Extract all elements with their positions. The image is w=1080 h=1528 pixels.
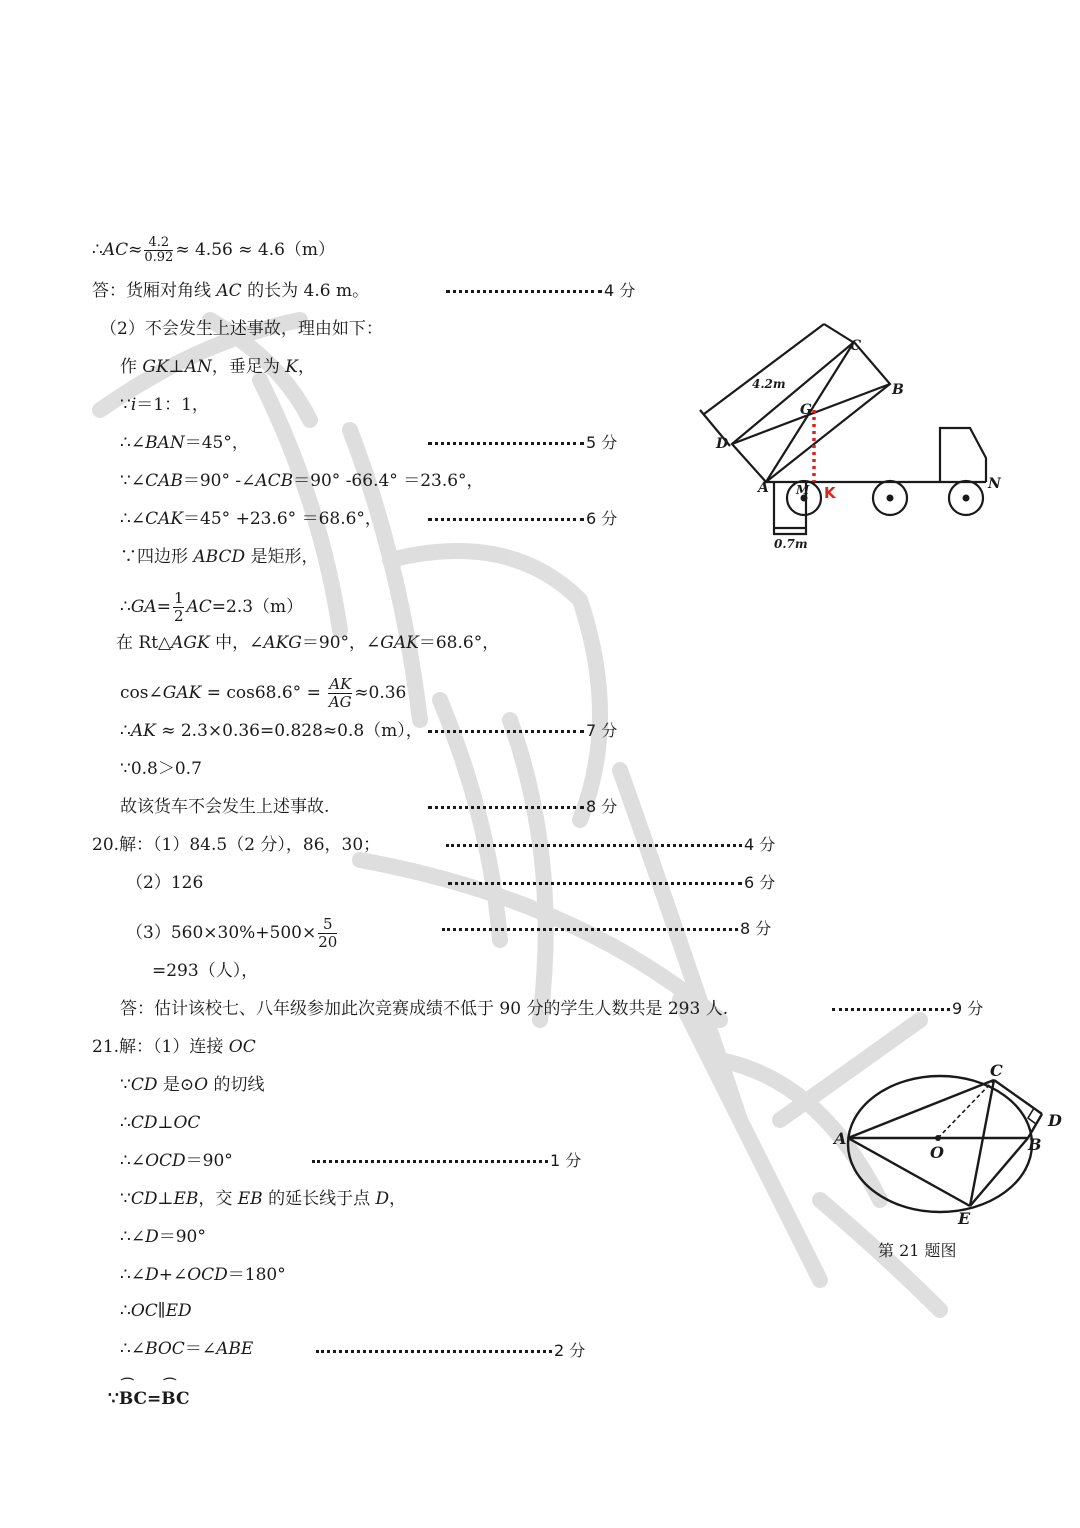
- text: （3）560×30%+500×: [126, 923, 317, 943]
- label-g: G: [800, 402, 812, 418]
- var-ak: AK: [130, 721, 156, 741]
- label-o: O: [930, 1143, 944, 1162]
- score-label: 5 分: [586, 433, 618, 452]
- label-d: D: [1048, 1111, 1062, 1130]
- equals: =: [147, 1389, 162, 1409]
- answer-line-ac: [92, 280, 369, 302]
- because-symbol: ∵: [120, 395, 131, 415]
- because-symbol: ∵: [108, 1389, 119, 1409]
- text: 中，∠: [209, 633, 264, 653]
- label-d: D: [716, 436, 729, 452]
- score-1: [312, 1150, 581, 1172]
- var-o: O: [194, 1075, 209, 1095]
- var-d: D: [375, 1189, 390, 1209]
- cos-gak: [120, 676, 406, 711]
- therefore-symbol: ∴: [120, 597, 131, 617]
- score-label: 9 分: [952, 999, 984, 1018]
- score-label: 4 分: [744, 835, 776, 854]
- angle-ocd: [120, 1150, 233, 1172]
- label-k: K: [824, 484, 836, 502]
- label-b: B: [892, 382, 904, 398]
- arc-bc: ⌒ BC: [119, 1388, 147, 1410]
- text: ＝90° -66.4° ＝23.6°，: [293, 471, 484, 491]
- score-label: 8 分: [586, 797, 618, 816]
- score-6-q20: [448, 872, 775, 894]
- arc-bc: ⌒ BC: [161, 1388, 189, 1410]
- answer-text-end: 的长为 4.6 m。: [241, 281, 370, 301]
- text: = cos68.6° =: [201, 683, 327, 703]
- text: ＝90°: [185, 1151, 233, 1171]
- label-a: A: [758, 480, 769, 496]
- therefore-symbol: ∴: [120, 721, 131, 741]
- var-ban: BAN: [145, 433, 185, 453]
- because-symbol: ∵: [120, 1189, 131, 1209]
- text: 是⊙: [157, 1075, 195, 1095]
- approx-symbol: ≈: [128, 240, 143, 260]
- denominator: 20: [318, 933, 338, 951]
- text: ∴∠: [120, 1265, 146, 1285]
- var-akg: AKG: [263, 633, 302, 653]
- angle-boc-abe: [120, 1338, 253, 1360]
- text: 的延长线于点: [262, 1189, 376, 1209]
- var-d: D: [145, 1227, 159, 1247]
- result-text: ≈ 4.56 ≈ 4.6（m）: [175, 240, 336, 260]
- triangle-agk: [116, 632, 499, 654]
- slope-line: [120, 394, 209, 416]
- text: ＝68.6°，: [418, 633, 500, 653]
- score-label: 6 分: [586, 509, 618, 528]
- label-e: E: [958, 1209, 971, 1228]
- dim-4-2m: 4.2m: [752, 377, 786, 391]
- expr-cd-perp-eb: CD⊥EB: [130, 1189, 199, 1209]
- figure-21-caption: 第 21 题图: [878, 1241, 957, 1260]
- score-8-q20: [442, 918, 771, 940]
- text: ＝180°: [227, 1265, 286, 1285]
- therefore-symbol: ∴: [120, 1113, 131, 1133]
- text: ∴∠: [120, 433, 146, 453]
- var-abe: ABE: [216, 1339, 254, 1359]
- var-cab: CAB: [145, 471, 183, 491]
- label-m: M: [796, 483, 810, 497]
- label-n: N: [988, 476, 1001, 492]
- text: =: [156, 597, 171, 617]
- rectangle-abcd: [120, 546, 319, 568]
- score-label: 8 分: [740, 919, 772, 938]
- var-gak: GAK: [380, 633, 419, 653]
- fraction-5-over-20: [318, 916, 337, 951]
- text: ＝90° -∠: [182, 471, 256, 491]
- score-4: [446, 280, 635, 302]
- expr-cd-perp-oc: CD⊥OC: [130, 1113, 201, 1133]
- score-4-q20: [446, 834, 775, 856]
- var-oc: OC: [228, 1037, 256, 1057]
- var-ac: AC: [102, 240, 129, 260]
- var-abcd: ABCD: [193, 547, 246, 567]
- text: ∵∠: [120, 471, 146, 491]
- part-2-heading: （2）不会发生上述事故，理由如下：: [100, 319, 383, 339]
- text: ≈0.36: [354, 683, 407, 703]
- compare-values: ∵0.8＞0.7: [120, 759, 202, 779]
- score-label: 1 分: [550, 1151, 582, 1170]
- var-ga: GA: [130, 597, 157, 617]
- var-i: i: [130, 395, 137, 415]
- label-c: C: [990, 1061, 1003, 1080]
- therefore-symbol: ∴: [120, 1301, 131, 1321]
- text: 的切线: [208, 1075, 265, 1095]
- numerator: 4.2: [144, 236, 173, 251]
- fraction-ak-over-ag: [328, 676, 352, 711]
- expr-gk-perp-an: GK⊥AN: [142, 357, 212, 377]
- text: ∵四边形: [120, 547, 194, 567]
- var-gak: GAK: [162, 683, 202, 703]
- score-6: [428, 508, 617, 530]
- score-7: [428, 720, 617, 742]
- numerator: 1: [173, 589, 184, 607]
- q20-answer: 答：估计该校七、八年级参加此次竞赛成绩不低于 90 分的学生人数共是 293 人.: [120, 999, 729, 1019]
- q20-part3: [126, 916, 339, 951]
- answer-text: 答：货厢对角线: [92, 281, 217, 301]
- var-boc: BOC: [145, 1339, 185, 1359]
- angle-sum: [120, 1264, 286, 1286]
- score-2: [316, 1340, 585, 1362]
- denominator: 0.92: [144, 250, 174, 265]
- cd-perp-oc: [120, 1112, 200, 1134]
- fraction-4-2-over-0-92: [144, 236, 173, 265]
- denominator: AG: [328, 693, 352, 711]
- expr-oc-parallel-ed: OC∥ED: [130, 1301, 192, 1321]
- text: ∴∠: [120, 1151, 146, 1171]
- angle-cak: [120, 508, 382, 530]
- label-b: B: [1028, 1135, 1042, 1154]
- text: ，垂足为: [211, 357, 286, 377]
- var-ocd: OCD: [145, 1151, 186, 1171]
- score-label: 2 分: [554, 1341, 586, 1360]
- var-cd: CD: [130, 1075, 158, 1095]
- text: ＝45° +23.6° ＝68.6°，: [183, 509, 382, 529]
- var-ac: AC: [186, 597, 212, 617]
- construct-gk: [120, 356, 315, 378]
- var-d: D: [145, 1265, 159, 1285]
- text: +∠: [158, 1265, 188, 1285]
- text: ，交: [198, 1189, 238, 1209]
- text: 在 Rt△: [116, 633, 172, 653]
- numerator: AK: [329, 675, 352, 693]
- text: cos∠: [120, 683, 163, 703]
- text: ∴∠: [120, 509, 146, 529]
- text: ，: [297, 357, 315, 377]
- q20-part2: （2）126: [126, 873, 204, 893]
- text: 作: [120, 357, 143, 377]
- ak-value: [120, 720, 423, 742]
- conclusion-line: 故该货车不会发生上述事故.: [120, 797, 330, 817]
- text: ＝90°，∠: [301, 633, 381, 653]
- ga-half-ac: [120, 590, 303, 625]
- q20-result: =293（人），: [152, 961, 259, 981]
- cd-perp-eb: [120, 1188, 406, 1210]
- angle-cab: [120, 470, 484, 492]
- denominator: 2: [173, 607, 184, 625]
- angle-ban: [120, 432, 249, 454]
- tangent-line: [120, 1074, 264, 1096]
- var-acb: ACB: [255, 471, 294, 491]
- var-agk: AGK: [171, 633, 210, 653]
- text: 是矩形，: [245, 547, 319, 567]
- label-c: C: [850, 338, 862, 354]
- because-symbol: ∵: [120, 1075, 131, 1095]
- text: ＝45°，: [184, 433, 249, 453]
- numerator: 5: [318, 916, 337, 934]
- arc-bc-equal: [108, 1388, 190, 1410]
- var-eb: EB: [237, 1189, 263, 1209]
- score-label: 6 分: [744, 873, 776, 892]
- q20-part1: 20.解：（1）84.5（2 分），86，30；: [92, 835, 381, 855]
- line-ac-result: [92, 236, 335, 265]
- var-k: K: [285, 357, 298, 377]
- text: ＝1：1，: [136, 395, 209, 415]
- therefore-symbol: ∴: [92, 240, 103, 260]
- q21-part1: [92, 1036, 256, 1058]
- var-ac: AC: [216, 281, 242, 301]
- text: ，: [389, 1189, 407, 1209]
- score-8: [428, 796, 617, 818]
- dim-0-7m: 0.7m: [774, 537, 808, 551]
- text: 21.解：（1）连接: [92, 1037, 229, 1057]
- score-label: 4 分: [604, 281, 636, 300]
- text: ∴∠: [120, 1339, 146, 1359]
- text: ∴∠: [120, 1227, 146, 1247]
- score-5: [428, 432, 617, 454]
- score-label: 7 分: [586, 721, 618, 740]
- score-9: [832, 998, 983, 1020]
- circle-diagram: [830, 1058, 1070, 1238]
- truck-diagram: [690, 318, 1030, 558]
- var-cak: CAK: [145, 509, 184, 529]
- text: ≈ 2.3×0.36=0.828≈0.8（m），: [155, 721, 423, 741]
- text: ＝90°: [158, 1227, 206, 1247]
- text: =2.3（m）: [211, 597, 304, 617]
- angle-d: [120, 1226, 206, 1248]
- fraction-one-half: [173, 590, 185, 625]
- label-a: A: [834, 1129, 847, 1148]
- oc-parallel-ed: [120, 1300, 192, 1322]
- var-ocd: OCD: [187, 1265, 228, 1285]
- text: ＝∠: [184, 1339, 217, 1359]
